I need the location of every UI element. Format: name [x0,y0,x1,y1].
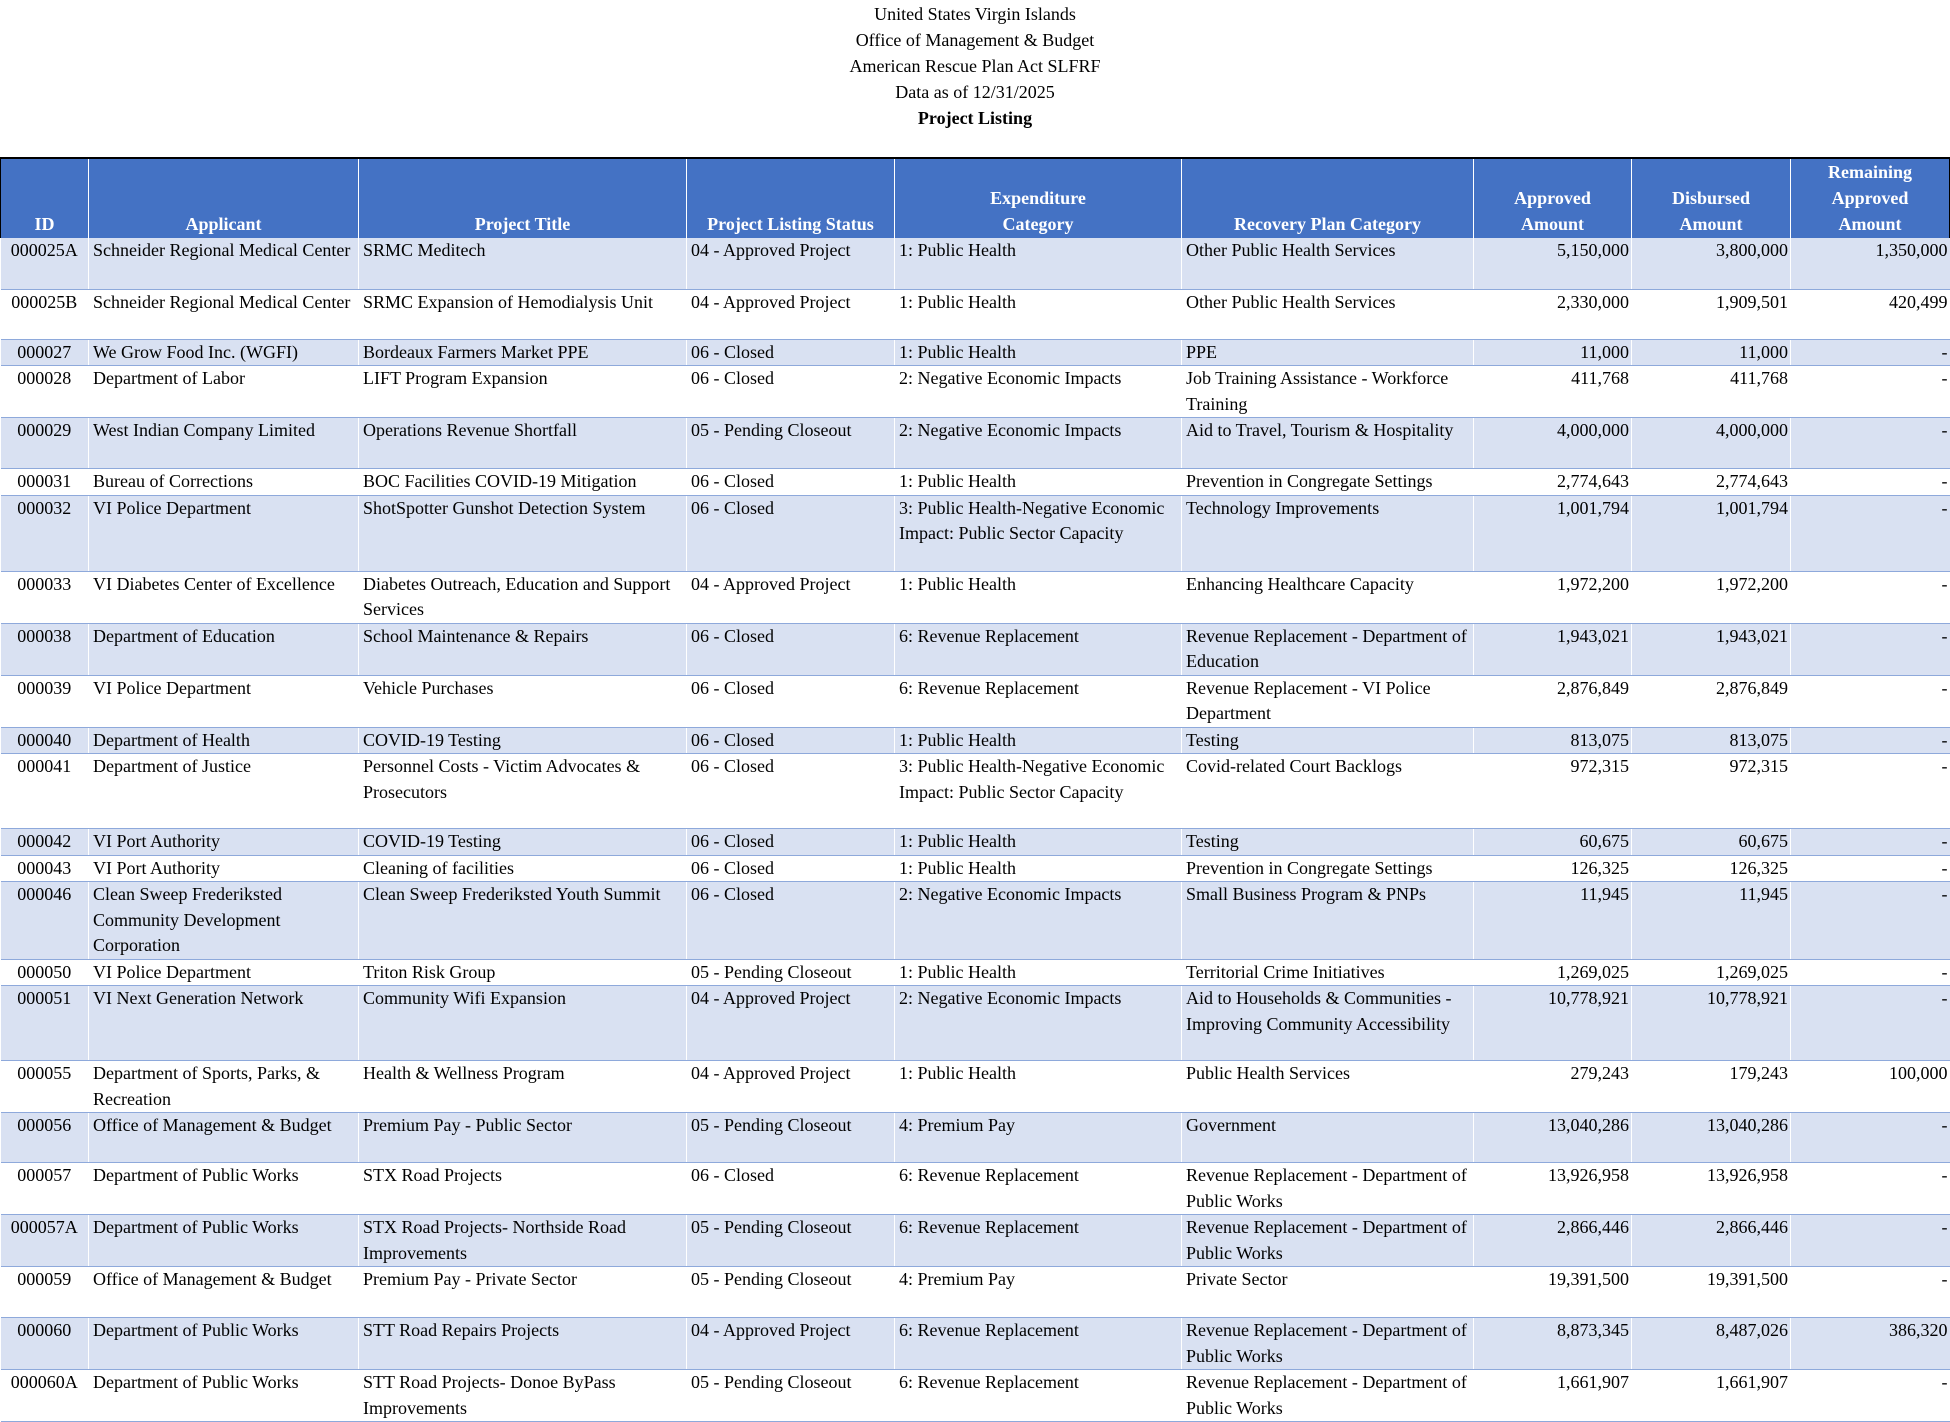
cell-applicant: Schneider Regional Medical Center [89,289,359,339]
cell-applicant: Department of Sports, Parks, & Recreation [89,1061,359,1113]
cell-project-title: Premium Pay - Private Sector [359,1267,687,1318]
cell-disbursed-amount: 13,926,958 [1632,1163,1791,1215]
cell-recovery-plan-category: Revenue Replacement - Department of Public Works [1182,1370,1474,1422]
col-header-project-title[interactable]: Project Title [359,158,687,238]
cell-applicant: Schneider Regional Medical Center [89,238,359,289]
header-line-program: American Rescue Plan Act SLFRF [849,56,1101,76]
cell-recovery-plan-category: Testing [1182,727,1474,754]
project-listing-table [0,157,1950,1422]
cell-id: 000041 [1,754,89,829]
cell-recovery-plan-category: Territorial Crime Initiatives [1182,959,1474,986]
cell-recovery-plan-category: Prevention in Congregate Settings [1182,855,1474,882]
cell-id: 000028 [1,366,89,418]
cell-recovery-plan-category: Aid to Travel, Tourism & Hospitality [1182,418,1474,469]
table-row[interactable] [1,1163,1950,1215]
table-row[interactable] [1,418,1950,469]
col-header-applicant[interactable]: Applicant [89,158,359,238]
cell-disbursed-amount: 1,909,501 [1632,289,1791,339]
cell-status: 06 - Closed [687,754,895,829]
table-row[interactable] [1,1061,1950,1113]
cell-remaining-amount: - [1791,623,1950,675]
cell-status: 05 - Pending Closeout [687,1113,895,1163]
cell-status: 05 - Pending Closeout [687,1370,895,1422]
cell-approved-amount: 19,391,500 [1474,1267,1632,1318]
cell-disbursed-amount: 1,943,021 [1632,623,1791,675]
cell-project-title: LIFT Program Expansion [359,366,687,418]
cell-applicant: Office of Management & Budget [89,1113,359,1163]
cell-recovery-plan-category: Aid to Households & Communities - Improving Community Accessibility [1182,986,1474,1061]
cell-applicant: We Grow Food Inc. (WGFI) [89,339,359,366]
cell-remaining-amount: - [1791,727,1950,754]
cell-id: 000033 [1,571,89,623]
cell-id: 000055 [1,1061,89,1113]
cell-status: 05 - Pending Closeout [687,959,895,986]
cell-status: 06 - Closed [687,727,895,754]
table-row[interactable] [1,986,1950,1061]
cell-approved-amount: 2,330,000 [1474,289,1632,339]
cell-project-title: STX Road Projects- Northside Road Improvements [359,1215,687,1267]
cell-disbursed-amount: 8,487,026 [1632,1318,1791,1370]
table-row[interactable] [1,1370,1950,1422]
cell-expenditure-category: 6: Revenue Replacement [895,1318,1182,1370]
cell-status: 04 - Approved Project [687,986,895,1061]
cell-status: 04 - Approved Project [687,1061,895,1113]
cell-approved-amount: 411,768 [1474,366,1632,418]
cell-project-title: Health & Wellness Program [359,1061,687,1113]
table-row[interactable] [1,829,1950,856]
cell-recovery-plan-category: Private Sector [1182,1267,1474,1318]
cell-approved-amount: 5,150,000 [1474,238,1632,289]
cell-project-title: Personnel Costs - Victim Advocates & Prosecutors [359,754,687,829]
cell-remaining-amount: - [1791,469,1950,496]
cell-approved-amount: 2,876,849 [1474,675,1632,727]
cell-disbursed-amount: 813,075 [1632,727,1791,754]
cell-status: 06 - Closed [687,1163,895,1215]
cell-expenditure-category: 6: Revenue Replacement [895,1215,1182,1267]
cell-remaining-amount: - [1791,1113,1950,1163]
cell-remaining-amount: - [1791,829,1950,856]
cell-recovery-plan-category: PPE [1182,339,1474,366]
cell-approved-amount: 10,778,921 [1474,986,1632,1061]
col-header-approved-amount[interactable]: Approved Amount [1474,158,1632,238]
table-row[interactable] [1,1267,1950,1318]
cell-recovery-plan-category: Revenue Replacement - Department of Public Works [1182,1318,1474,1370]
table-header-row [1,158,1950,238]
cell-expenditure-category: 1: Public Health [895,238,1182,289]
cell-id: 000051 [1,986,89,1061]
table-row[interactable] [1,571,1950,623]
cell-id: 000027 [1,339,89,366]
cell-recovery-plan-category: Revenue Replacement - Department of Education [1182,623,1474,675]
cell-approved-amount: 126,325 [1474,855,1632,882]
cell-project-title: Community Wifi Expansion [359,986,687,1061]
cell-project-title: COVID-19 Testing [359,829,687,856]
cell-remaining-amount: - [1791,418,1950,469]
cell-disbursed-amount: 179,243 [1632,1061,1791,1113]
cell-disbursed-amount: 60,675 [1632,829,1791,856]
cell-disbursed-amount: 4,000,000 [1632,418,1791,469]
cell-expenditure-category: 1: Public Health [895,959,1182,986]
col-header-expenditure-category[interactable]: Expenditure Category [895,158,1182,238]
cell-remaining-amount: - [1791,339,1950,366]
cell-applicant: Bureau of Corrections [89,469,359,496]
cell-expenditure-category: 1: Public Health [895,289,1182,339]
report-title: Project Listing [917,108,1033,128]
cell-id: 000043 [1,855,89,882]
cell-disbursed-amount: 2,876,849 [1632,675,1791,727]
cell-recovery-plan-category: Covid-related Court Backlogs [1182,754,1474,829]
cell-applicant: Department of Education [89,623,359,675]
cell-status: 06 - Closed [687,675,895,727]
cell-remaining-amount: - [1791,571,1950,623]
cell-remaining-amount: - [1791,1163,1950,1215]
cell-approved-amount: 1,269,025 [1474,959,1632,986]
cell-disbursed-amount: 2,774,643 [1632,469,1791,496]
cell-remaining-amount: - [1791,366,1950,418]
cell-expenditure-category: 4: Premium Pay [895,1113,1182,1163]
cell-expenditure-category: 3: Public Health-Negative Economic Impact: Public Sector Capacity [895,495,1182,571]
cell-applicant: Department of Public Works [89,1215,359,1267]
cell-remaining-amount: - [1791,959,1950,986]
cell-applicant: Department of Labor [89,366,359,418]
col-header-status[interactable]: Project Listing Status [687,158,895,238]
table-row[interactable] [1,623,1950,675]
cell-project-title: Vehicle Purchases [359,675,687,727]
cell-recovery-plan-category: Revenue Replacement - Department of Public Works [1182,1163,1474,1215]
cell-approved-amount: 2,774,643 [1474,469,1632,496]
cell-remaining-amount: 1,350,000 [1791,238,1950,289]
cell-applicant: VI Next Generation Network [89,986,359,1061]
table-row[interactable] [1,238,1950,289]
cell-disbursed-amount: 13,040,286 [1632,1113,1791,1163]
header-line-date: Data as of 12/31/2025 [895,82,1055,102]
cell-disbursed-amount: 11,000 [1632,339,1791,366]
cell-project-title: Diabetes Outreach, Education and Support Services [359,571,687,623]
cell-approved-amount: 1,001,794 [1474,495,1632,571]
header-line-office: Office of Management & Budget [855,30,1095,50]
cell-expenditure-category: 1: Public Health [895,469,1182,496]
cell-project-title: Clean Sweep Frederiksted Youth Summit [359,882,687,960]
cell-expenditure-category: 6: Revenue Replacement [895,675,1182,727]
table-row[interactable] [1,339,1950,366]
cell-id: 000060 [1,1318,89,1370]
cell-id: 000059 [1,1267,89,1318]
cell-applicant: Department of Public Works [89,1163,359,1215]
table-row[interactable] [1,675,1950,727]
cell-id: 000042 [1,829,89,856]
cell-applicant: Department of Justice [89,754,359,829]
cell-applicant: VI Port Authority [89,829,359,856]
cell-project-title: COVID-19 Testing [359,727,687,754]
col-header-recovery-plan-category[interactable]: Recovery Plan Category [1182,158,1474,238]
cell-project-title: STX Road Projects [359,1163,687,1215]
cell-disbursed-amount: 1,972,200 [1632,571,1791,623]
cell-recovery-plan-category: Revenue Replacement - VI Police Department [1182,675,1474,727]
cell-status: 06 - Closed [687,623,895,675]
cell-status: 05 - Pending Closeout [687,418,895,469]
cell-expenditure-category: 1: Public Health [895,1061,1182,1113]
cell-disbursed-amount: 972,315 [1632,754,1791,829]
cell-disbursed-amount: 11,945 [1632,882,1791,960]
cell-remaining-amount: 420,499 [1791,289,1950,339]
table-row[interactable] [1,1215,1950,1267]
table-row[interactable] [1,855,1950,882]
cell-project-title: Triton Risk Group [359,959,687,986]
cell-project-title: Cleaning of facilities [359,855,687,882]
cell-recovery-plan-category: Enhancing Healthcare Capacity [1182,571,1474,623]
cell-remaining-amount: - [1791,495,1950,571]
cell-id: 000040 [1,727,89,754]
cell-status: 04 - Approved Project [687,289,895,339]
cell-applicant: West Indian Company Limited [89,418,359,469]
cell-status: 05 - Pending Closeout [687,1215,895,1267]
cell-disbursed-amount: 2,866,446 [1632,1215,1791,1267]
cell-status: 06 - Closed [687,855,895,882]
table-row[interactable] [1,1113,1950,1163]
cell-id: 000029 [1,418,89,469]
cell-recovery-plan-category: Public Health Services [1182,1061,1474,1113]
cell-disbursed-amount: 19,391,500 [1632,1267,1791,1318]
cell-status: 05 - Pending Closeout [687,1267,895,1318]
cell-project-title: BOC Facilities COVID-19 Mitigation [359,469,687,496]
table-row[interactable] [1,754,1950,829]
cell-status: 04 - Approved Project [687,571,895,623]
cell-project-title: SRMC Expansion of Hemodialysis Unit [359,289,687,339]
cell-id: 000060A [1,1370,89,1422]
table-row[interactable] [1,727,1950,754]
cell-approved-amount: 813,075 [1474,727,1632,754]
cell-remaining-amount: - [1791,986,1950,1061]
cell-approved-amount: 8,873,345 [1474,1318,1632,1370]
cell-recovery-plan-category: Job Training Assistance - Workforce Training [1182,366,1474,418]
col-header-remaining-approved-amount[interactable]: Remaining Approved Amount [1791,158,1950,238]
col-header-disbursed-amount[interactable]: Disbursed Amount [1632,158,1791,238]
cell-expenditure-category: 2: Negative Economic Impacts [895,366,1182,418]
cell-id: 000056 [1,1113,89,1163]
table-row[interactable] [1,469,1950,496]
cell-project-title: ShotSpotter Gunshot Detection System [359,495,687,571]
cell-approved-amount: 4,000,000 [1474,418,1632,469]
cell-expenditure-category: 2: Negative Economic Impacts [895,986,1182,1061]
cell-remaining-amount: - [1791,675,1950,727]
cell-expenditure-category: 2: Negative Economic Impacts [895,418,1182,469]
cell-expenditure-category: 1: Public Health [895,571,1182,623]
cell-applicant: VI Diabetes Center of Excellence [89,571,359,623]
cell-approved-amount: 2,866,446 [1474,1215,1632,1267]
cell-id: 000046 [1,882,89,960]
header-line-territory: United States Virgin Islands [874,4,1076,24]
cell-status: 06 - Closed [687,339,895,366]
cell-disbursed-amount: 126,325 [1632,855,1791,882]
cell-approved-amount: 11,000 [1474,339,1632,366]
report-header [0,1,1950,131]
table-row[interactable] [1,495,1950,571]
cell-applicant: Department of Health [89,727,359,754]
cell-status: 04 - Approved Project [687,1318,895,1370]
cell-remaining-amount: - [1791,754,1950,829]
cell-expenditure-category: 1: Public Health [895,855,1182,882]
table-row[interactable] [1,959,1950,986]
cell-recovery-plan-category: Other Public Health Services [1182,238,1474,289]
cell-expenditure-category: 4: Premium Pay [895,1267,1182,1318]
cell-project-title: SRMC Meditech [359,238,687,289]
cell-approved-amount: 1,661,907 [1474,1370,1632,1422]
cell-disbursed-amount: 10,778,921 [1632,986,1791,1061]
cell-recovery-plan-category: Technology Improvements [1182,495,1474,571]
cell-approved-amount: 60,675 [1474,829,1632,856]
table-row[interactable] [1,366,1950,418]
cell-id: 000057A [1,1215,89,1267]
cell-disbursed-amount: 1,269,025 [1632,959,1791,986]
cell-applicant: VI Police Department [89,959,359,986]
col-header-id[interactable]: ID [1,158,89,238]
cell-applicant: Office of Management & Budget [89,1267,359,1318]
cell-approved-amount: 13,926,958 [1474,1163,1632,1215]
cell-id: 000050 [1,959,89,986]
cell-applicant: VI Police Department [89,675,359,727]
cell-applicant: Clean Sweep Frederiksted Community Development Corporation [89,882,359,960]
cell-approved-amount: 279,243 [1474,1061,1632,1113]
table-row[interactable] [1,289,1950,339]
cell-disbursed-amount: 411,768 [1632,366,1791,418]
cell-id: 000031 [1,469,89,496]
cell-project-title: Premium Pay - Public Sector [359,1113,687,1163]
cell-status: 06 - Closed [687,366,895,418]
cell-status: 04 - Approved Project [687,238,895,289]
cell-remaining-amount: 100,000 [1791,1061,1950,1113]
cell-status: 06 - Closed [687,829,895,856]
table-row[interactable] [1,882,1950,960]
cell-id: 000057 [1,1163,89,1215]
cell-project-title: School Maintenance & Repairs [359,623,687,675]
cell-disbursed-amount: 1,001,794 [1632,495,1791,571]
cell-approved-amount: 13,040,286 [1474,1113,1632,1163]
cell-approved-amount: 11,945 [1474,882,1632,960]
cell-remaining-amount: - [1791,1215,1950,1267]
cell-remaining-amount: 386,320 [1791,1318,1950,1370]
cell-recovery-plan-category: Government [1182,1113,1474,1163]
cell-status: 06 - Closed [687,469,895,496]
cell-remaining-amount: - [1791,1370,1950,1422]
cell-recovery-plan-category: Revenue Replacement - Department of Public Works [1182,1215,1474,1267]
cell-applicant: VI Port Authority [89,855,359,882]
cell-expenditure-category: 3: Public Health-Negative Economic Impact: Public Sector Capacity [895,754,1182,829]
cell-remaining-amount: - [1791,1267,1950,1318]
cell-disbursed-amount: 3,800,000 [1632,238,1791,289]
table-row[interactable] [1,1318,1950,1370]
cell-approved-amount: 1,943,021 [1474,623,1632,675]
cell-id: 000032 [1,495,89,571]
cell-expenditure-category: 2: Negative Economic Impacts [895,882,1182,960]
cell-expenditure-category: 6: Revenue Replacement [895,623,1182,675]
cell-applicant: VI Police Department [89,495,359,571]
cell-status: 06 - Closed [687,495,895,571]
cell-remaining-amount: - [1791,855,1950,882]
cell-id: 000038 [1,623,89,675]
cell-recovery-plan-category: Prevention in Congregate Settings [1182,469,1474,496]
cell-applicant: Department of Public Works [89,1370,359,1422]
cell-recovery-plan-category: Testing [1182,829,1474,856]
cell-disbursed-amount: 1,661,907 [1632,1370,1791,1422]
cell-recovery-plan-category: Other Public Health Services [1182,289,1474,339]
cell-approved-amount: 1,972,200 [1474,571,1632,623]
cell-remaining-amount: - [1791,882,1950,960]
cell-project-title: Bordeaux Farmers Market PPE [359,339,687,366]
cell-expenditure-category: 1: Public Health [895,339,1182,366]
cell-expenditure-category: 6: Revenue Replacement [895,1163,1182,1215]
cell-approved-amount: 972,315 [1474,754,1632,829]
cell-project-title: STT Road Projects- Donoe ByPass Improvements [359,1370,687,1422]
cell-id: 000025B [1,289,89,339]
cell-expenditure-category: 1: Public Health [895,829,1182,856]
cell-applicant: Department of Public Works [89,1318,359,1370]
cell-expenditure-category: 1: Public Health [895,727,1182,754]
cell-id: 000039 [1,675,89,727]
cell-recovery-plan-category: Small Business Program & PNPs [1182,882,1474,960]
cell-id: 000025A [1,238,89,289]
cell-project-title: STT Road Repairs Projects [359,1318,687,1370]
cell-project-title: Operations Revenue Shortfall [359,418,687,469]
cell-expenditure-category: 6: Revenue Replacement [895,1370,1182,1422]
cell-status: 06 - Closed [687,882,895,960]
